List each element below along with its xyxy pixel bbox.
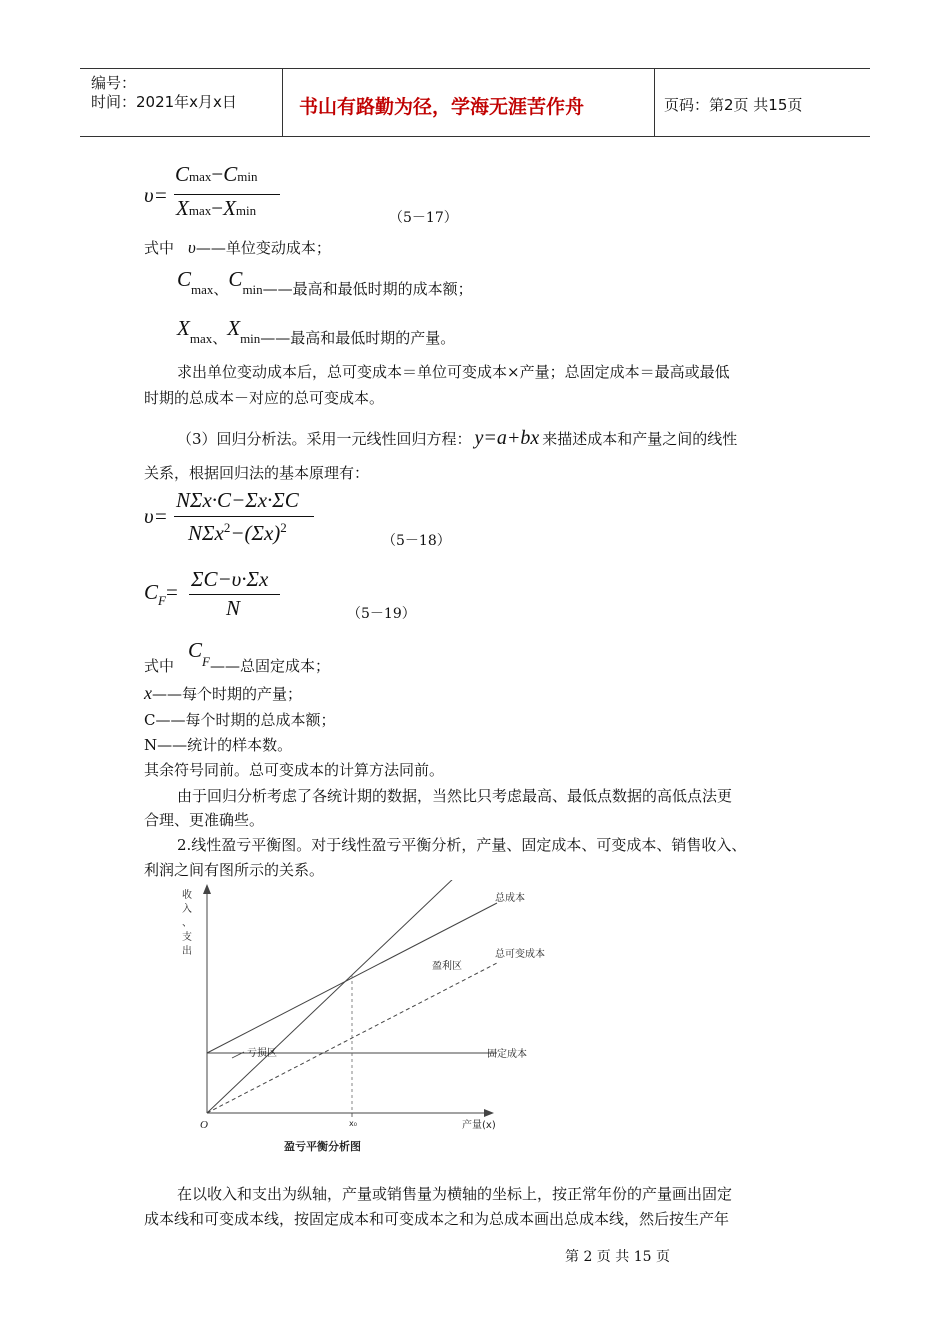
origin-label: O: [200, 1119, 208, 1131]
page-footer: 第 2 页 共 15 页: [565, 1249, 670, 1265]
header-motto: 书山有路勤为径，学海无涯苦作舟: [299, 96, 585, 118]
formula-numerator: NΣx·C−Σx·ΣC: [176, 488, 299, 512]
para-3-line-2: 合理、更准确些。: [144, 811, 265, 829]
breakeven-chart: [170, 880, 570, 1160]
header-top-rule: [80, 68, 870, 69]
formula-denominator: $N\Sigma x^2-(\Sigma x)^2$: [188, 520, 287, 545]
y-axis-label-char: 、: [182, 918, 192, 929]
series-label-3: 固定成本: [487, 1049, 527, 1060]
where-line-cf: 式中CF——总固定成本；: [144, 638, 330, 675]
formula-lhs: $C_F=$: [144, 580, 178, 608]
para-1-line-2: 时期的总成本－对应的总可变成本。: [144, 389, 385, 407]
y-axis-label-char: 入: [182, 904, 192, 915]
where-line-c: C——每个时期的总成本额；: [144, 711, 336, 729]
formula-denominator: Xmax−Xmin: [176, 196, 257, 220]
header-divider-1: [282, 68, 283, 136]
y-axis-label-char: 收: [182, 890, 192, 901]
where-line-c: Cmax、Cmin——最高和最低时期的成本额；: [177, 267, 473, 298]
where-line-v: 式中 υ——单位变动成本；: [144, 238, 331, 257]
y-axis-label-char: 出: [182, 946, 192, 957]
para-5-line-1: 在以收入和支出为纵轴，产量或销售量为横轴的坐标上，按正常年份的产量画出固定: [177, 1185, 733, 1203]
chart-title: 盈亏平衡分析图: [284, 1140, 361, 1153]
header-page-info: 页码：第2页 共15页: [664, 96, 803, 114]
para-1-line-1: 求出单位变动成本后，总可变成本＝单位可变成本×产量；总固定成本＝最高或最低: [177, 363, 730, 381]
series-label-1: 总成本: [495, 893, 525, 904]
equation-number: （5－17）: [389, 210, 458, 226]
region-label-profit: 盈利区: [432, 961, 462, 972]
x0-label: x₀: [349, 1119, 357, 1128]
para-2-line-1: （3）回归分析法。采用一元线性回归方程： y=a+bx 来描述成本和产量之间的线性: [177, 427, 738, 449]
y-axis-label-char: 支: [182, 932, 192, 943]
equation-number: （5－19）: [347, 606, 416, 622]
where-line-others: 其余符号同前。总可变成本的计算方法同前。: [144, 761, 445, 779]
fraction-bar: [174, 516, 314, 517]
header-serial-label: 编号：: [91, 74, 137, 92]
para-2-line-2: 关系，根据回归法的基本原理有：: [144, 464, 370, 482]
fraction-bar: [174, 194, 280, 195]
x-axis-label: 产量(x): [462, 1120, 496, 1131]
series-labels: [487, 880, 545, 1060]
where-line-x: x——每个时期的产量；: [144, 683, 303, 703]
formula-denominator: N: [226, 596, 241, 620]
para-3-line-1: 由于回归分析考虑了各统计期的数据，当然比只考虑最高、最低点数据的高低点法更: [177, 787, 733, 805]
y-axis-arrow: [203, 884, 211, 894]
series-label-2: 总可变成本: [495, 949, 545, 960]
x-axis-arrow: [484, 1109, 494, 1117]
para-4-line-2: 利润之间有图所示的关系。: [144, 861, 325, 879]
formula-numerator: Cmax−Cmin: [175, 162, 258, 186]
para-4-line-1: 2.线性盈亏平衡图。对于线性盈亏平衡分析，产量、固定成本、可变成本、销售收入、: [177, 836, 747, 854]
equation-number: （5－18）: [382, 533, 451, 549]
where-line-x: Xmax、Xmin——最高和最低时期的产量。: [177, 316, 456, 347]
formula-lhs: υ=: [144, 183, 168, 207]
region-label-loss: 亏损区: [247, 1048, 277, 1059]
para-5-line-2: 成本线和可变成本线，按固定成本和可变成本之和为总成本画出总成本线，然后按生产年: [144, 1210, 730, 1228]
formula-numerator: ΣC−υ·Σx: [191, 567, 269, 591]
header-bottom-rule: [80, 136, 870, 137]
y-axis-label: [182, 888, 192, 957]
header-divider-2: [654, 68, 655, 136]
where-line-n: N——统计的样本数。: [144, 736, 293, 754]
header-date: 时间：2021年x月x日: [91, 93, 237, 111]
formula-lhs: υ=: [144, 504, 168, 528]
fraction-bar: [189, 594, 280, 595]
